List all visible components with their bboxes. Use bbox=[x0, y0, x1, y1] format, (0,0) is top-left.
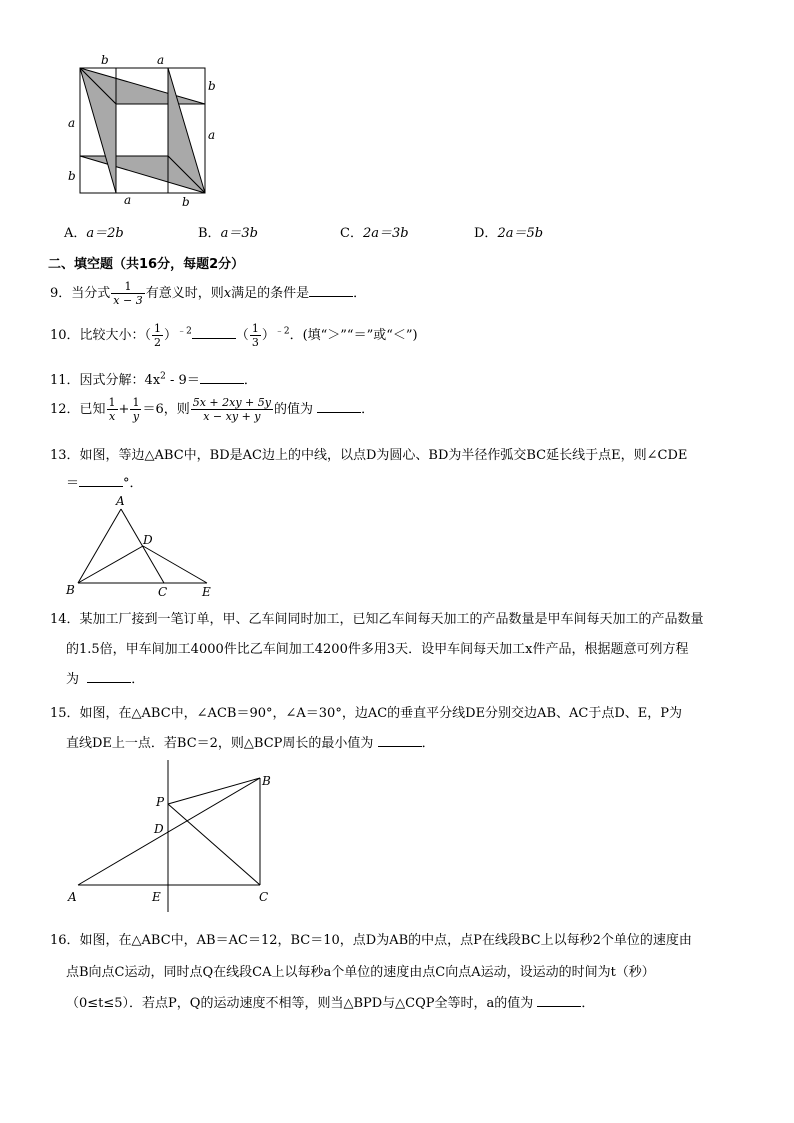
label-b-right: b bbox=[208, 79, 216, 93]
question-11: 11．因式分解：$4x^2 - 9=$ ． bbox=[50, 371, 257, 388]
label-A: A bbox=[116, 494, 125, 508]
option-b: B．a＝3b bbox=[198, 226, 258, 241]
option-a: A．a＝2b bbox=[64, 226, 124, 241]
section-heading: 二、填空题（共16分，每题2分） bbox=[48, 257, 245, 272]
answer-blank-10[interactable] bbox=[192, 326, 236, 339]
question-13-line2: ＝ °． bbox=[66, 476, 143, 491]
answer-blank-16[interactable] bbox=[537, 994, 581, 1007]
answer-blank-12[interactable] bbox=[317, 400, 361, 413]
label-A: A bbox=[68, 890, 77, 904]
label-b-bottom: b bbox=[182, 195, 190, 209]
label-a-top: a bbox=[157, 53, 165, 67]
label-a-right: a bbox=[208, 128, 216, 142]
answer-blank-14[interactable] bbox=[87, 670, 131, 683]
label-E: E bbox=[152, 890, 161, 904]
label-B: B bbox=[262, 774, 271, 788]
label-C: C bbox=[158, 585, 168, 599]
question-16-line2: 点B向点C运动，同时点Q在线段CA上以每秒a个单位的速度由点C向点A运动，设运动的时间为t（秒） bbox=[66, 965, 655, 980]
answer-blank-11[interactable] bbox=[200, 371, 244, 384]
question-16-line1: 16．如图，在△ABC中，AB＝AC＝12，BC＝10，点D为AB的中点，点P在线段BC上以每秒2个单位的速度由 bbox=[50, 933, 692, 948]
label-a-bottom: a bbox=[124, 193, 132, 207]
label-b-left: b bbox=[68, 169, 76, 183]
answer-blank-13[interactable] bbox=[79, 474, 123, 487]
label-B: B bbox=[66, 583, 75, 597]
label-a-left: a bbox=[68, 116, 76, 130]
label-D: D bbox=[143, 533, 153, 547]
label-C: C bbox=[259, 890, 269, 904]
label-b-top: b bbox=[101, 53, 109, 67]
answer-blank-15[interactable] bbox=[378, 734, 422, 747]
question-13-line1: 13．如图，等边△ABC中，BD是AC边上的中线，以点D为圆心、BD为半径作弧交BC延长线于点E，则∠CDE bbox=[50, 448, 688, 463]
answer-blank-9[interactable] bbox=[309, 284, 353, 297]
question-14-line2: 的1.5倍，甲车间加工4000件比乙车间加工4200件多用3天．设甲车间每天加工x件产品，根据题意可列方程 bbox=[66, 642, 689, 657]
option-d: D．2a＝5b bbox=[474, 226, 544, 241]
question-16-line3: （0≤t≤5）．若点P，Q的运动速度不相等，则当△BPD与△CQP全等时，a的值为 ． bbox=[66, 996, 595, 1011]
question-14-line1: 14．某加工厂接到一笔订单，甲、乙车间同时加工，已知乙车间每天加工的产品数量是甲车间每天加工的产品数量 bbox=[50, 612, 704, 627]
label-E: E bbox=[202, 585, 211, 599]
label-P: P bbox=[156, 795, 165, 809]
question-9: 9．当分式 $\frac{1}{x - 3}$ 有意义时，则x满足的条件是 ． bbox=[50, 280, 367, 307]
question-15-line1: 15．如图，在△ABC中，∠ACB＝90°，∠A＝30°，边AC的垂直平分线DE分别交边AB、AC于点D、E，P为 bbox=[50, 706, 682, 721]
question-15-line2: 直线DE上一点．若BC＝2，则△BCP周长的最小值为 ． bbox=[66, 736, 435, 751]
triangle-figure-13 bbox=[60, 490, 220, 600]
question-14-line3: 为 ． bbox=[66, 672, 145, 687]
triangle-figure-15 bbox=[60, 755, 285, 920]
option-c: C．2a＝3b bbox=[340, 226, 409, 241]
label-D: D bbox=[154, 822, 164, 836]
square-figure bbox=[62, 52, 222, 212]
question-10: 10．比较大小：（ $\frac{1}{2}$ ）$^{﹣2}$ （ $\frac{1}{3}$ ）$^{﹣2}$．(填“＞”“＝”或“＜”) bbox=[50, 322, 418, 349]
question-12: 12．已知 $\frac{1}{x}$ + $\frac{1}{y}$ ＝6，则 $\frac{5x + 2xy + 5y}{x - xy + y}$ 的值为 ． bbox=[50, 396, 375, 423]
